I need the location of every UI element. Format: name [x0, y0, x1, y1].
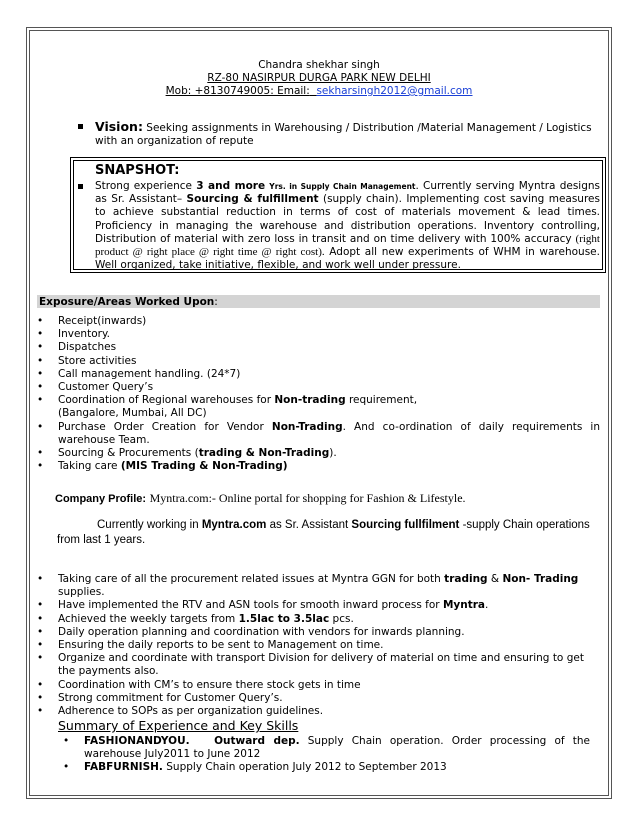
address: RZ-80 NASIRPUR DURGA PARK NEW DELHI: [207, 72, 431, 84]
list-item: [37, 460, 600, 473]
s1-b: Outward dep.: [214, 735, 300, 747]
list-item: • Coordination with CM’s to ensure there stock gets in time: [37, 679, 600, 692]
exp-7a: Coordination of Regional warehouses for: [58, 394, 272, 407]
exp-8b: Non-Trading: [271, 420, 343, 433]
snap-p4: . Currently serving Myntra designs as Sr. Assistant–: [95, 180, 600, 206]
cur-e: -supply Chain operations from last 1 years.: [57, 519, 590, 546]
snap-p1: Strong experience: [95, 180, 193, 192]
list-item: • Inventory.: [37, 328, 600, 341]
exp-9a: Sourcing & Procurements (: [58, 447, 199, 460]
list-item: [63, 761, 590, 774]
snap-p3: Yrs. in Supply Chain Management: [269, 182, 416, 191]
exp-9c: ).: [329, 447, 337, 460]
snap-p8: Adopt all new experiments of WHM in warehouse. Well organized, take initiative, flexible, and work well under pressure.: [95, 246, 600, 272]
list-item: [37, 613, 600, 626]
cur-b: Myntra.com: [201, 519, 267, 531]
list-item: • Ensuring the daily reports to be sent to Management on time.: [37, 639, 600, 652]
d2-c: .: [485, 599, 489, 612]
d2-a: Have implemented the RTV and ASN tools for smooth inward process for: [58, 599, 440, 612]
exposure-list: [37, 315, 600, 473]
list-item: [37, 394, 600, 420]
contact-prefix: Mob: +8130749005: Email:: [165, 85, 310, 97]
duties-list: [37, 573, 600, 718]
exp-10b: (MIS Trading & Non-Trading): [120, 460, 288, 473]
list-item: • Customer Query’s: [37, 381, 600, 394]
cur-d: Sourcing fullfilment: [351, 519, 460, 531]
d2-b: Myntra: [442, 599, 486, 612]
list-item: • Receipt(inwards): [37, 315, 600, 328]
company-profile-label: Company Profile:: [55, 493, 147, 505]
list-item: • Call management handling. (24*7): [37, 368, 600, 381]
list-item: [37, 599, 600, 612]
summary-list: [63, 735, 590, 775]
exp-9b: trading & Non-Trading: [198, 447, 330, 460]
exp-10a: Taking care: [58, 460, 118, 473]
d3-b: 1.5lac to 3.5lac: [238, 612, 330, 625]
list-item: [37, 447, 600, 460]
d3-c: pcs.: [332, 612, 354, 625]
s1-c: Supply Chain operation. Order processing of the warehouse July2011 to June 2012: [84, 735, 591, 761]
square-bullet-icon: [78, 124, 83, 129]
snap-p6: (supply chain). Implementing cost saving measures to achieve substantial reduction in terms of cost of materials movement & lead times. Proficiency in managing the warehouse and distribution operations. Inventory controlling, Distribution of material with zero loss in transit and on time delivery with 100% accuracy: [95, 193, 600, 245]
list-item: • Organize and coordinate with transport Division for delivery of material on time and ensuring to get the payments also.: [37, 652, 600, 678]
list-item: [63, 735, 590, 761]
email-link[interactable]: sekharsingh2012@gmail.com: [316, 85, 473, 97]
exp-7d: (Bangalore, Mumbai, All DC): [58, 407, 207, 420]
snap-p5: Sourcing & fulfillment: [186, 193, 319, 206]
list-item: [37, 421, 600, 447]
d1-c: &: [490, 573, 500, 585]
vision-section: [78, 120, 600, 148]
list-item: • Strong commitment for Customer Query’s.: [37, 692, 600, 705]
list-item: • Dispatches: [37, 341, 600, 354]
cur-a: Currently working in: [97, 519, 199, 531]
exposure-title-text: Exposure/Areas Worked Upon: [39, 296, 215, 308]
s2-a: FABFURNISH.: [84, 761, 163, 774]
vision-label: Vision:: [95, 119, 143, 134]
list-item: • Daily operation planning and coordination with vendors for inwards planning.: [37, 626, 600, 639]
s2-b: Supply Chain operation July 2012 to September 2013: [166, 761, 447, 774]
d1-a: Taking care of all the procurement related issues at Myntra GGN for both: [58, 573, 441, 585]
contact-line: [0, 85, 638, 97]
exp-7c: requirement,: [348, 394, 418, 407]
list-item: [37, 573, 600, 599]
snap-p7: (right product @ right place @ right time @ right cost).: [95, 232, 600, 259]
s1-a: FASHIONANDYOU.: [84, 735, 190, 747]
candidate-name: Chandra shekhar singh: [258, 59, 380, 71]
vision-text: Seeking assignments in Warehousing / Distribution /Material Management / Logistics with an organization of repute: [95, 122, 592, 147]
list-item: • Adherence to SOPs as per organization guidelines.: [37, 705, 600, 718]
d1-e: supplies.: [58, 586, 105, 599]
d1-d: Non- Trading: [502, 573, 579, 585]
exp-8a: Purchase Order Creation for Vendor: [58, 420, 264, 433]
current-role: [57, 518, 600, 547]
d3-a: Achieved the weekly targets from: [58, 612, 236, 625]
square-bullet-icon: [78, 184, 83, 189]
snapshot-text: [78, 180, 600, 272]
snapshot-title: SNAPSHOT:: [95, 163, 180, 178]
d1-b: trading: [444, 573, 488, 585]
company-profile: [55, 491, 466, 506]
exp-7b: Non-trading: [274, 394, 346, 407]
exposure-title: [39, 296, 218, 308]
exp-8c: . And co-ordination of daily requirements in warehouse Team.: [58, 420, 601, 446]
company-profile-value: Myntra.com:- Online portal for shopping for Fashion & Lifestyle.: [149, 491, 466, 505]
summary-title: Summary of Experience and Key Skills: [58, 718, 299, 733]
list-item: • Store activities: [37, 355, 600, 368]
exposure-colon: :: [214, 296, 218, 308]
snap-p2: 3 and more: [196, 180, 266, 192]
cur-c: as Sr. Assistant: [269, 519, 349, 531]
